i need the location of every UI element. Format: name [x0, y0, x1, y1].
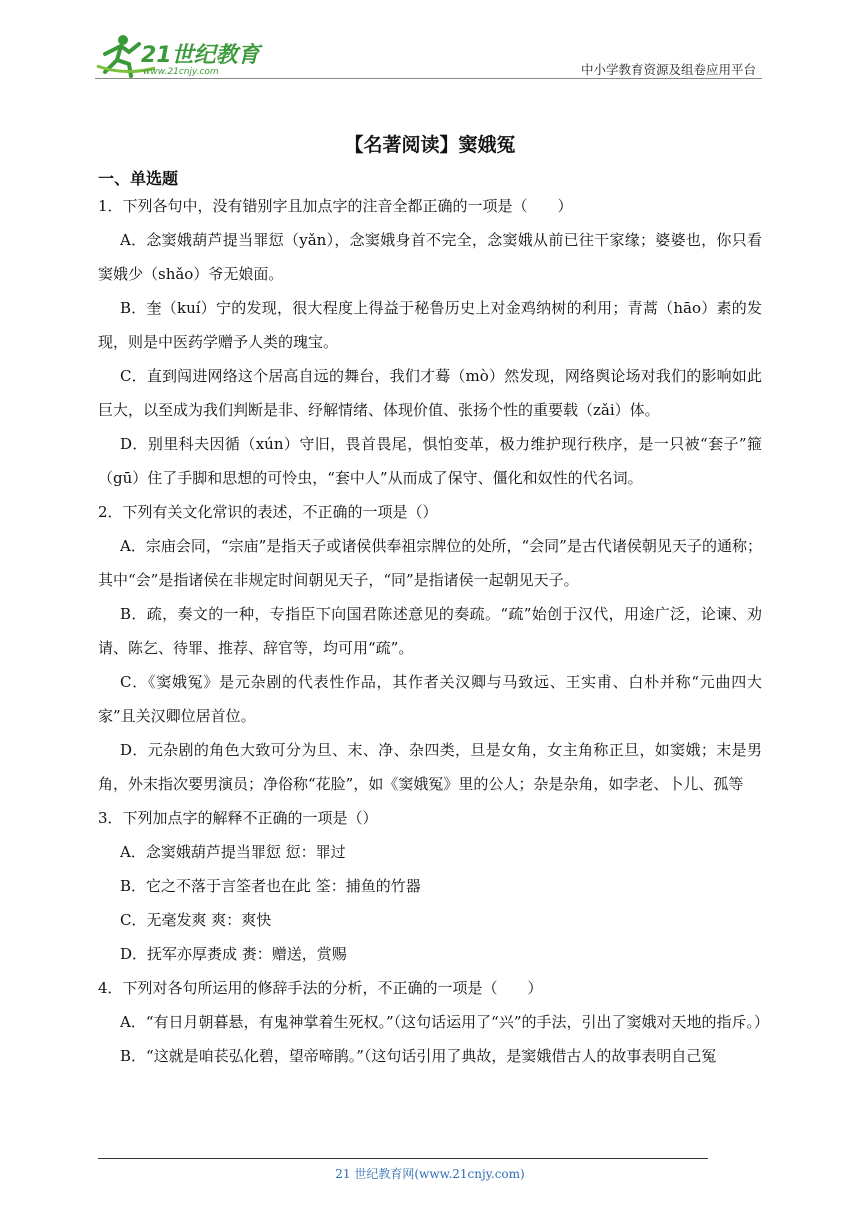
option-b: B．奎（kuí）宁的发现，很大程度上得益于秘鲁历史上对金鸡纳树的利用；青蒿（hāo）素的发现，则是中医药学赠予人类的瑰宝。 [98, 299, 762, 351]
option-d: D．别里科夫因循（xún）守旧，畏首畏尾，惧怕变革，极力维护现行秩序，是一只被“套子”箍（gū）住了手脚和思想的可怜虫，“套中人”从而成了保守、僵化和奴性的代名词。 [98, 435, 762, 487]
option-b: B．疏，奏文的一种，专指臣下向国君陈述意见的奏疏。“疏”始创于汉代，用途广泛，论谏、劝请、陈乞、待罪、推荐、辞官等，均可用“疏”。 [98, 605, 762, 657]
option-c: C．无毫发爽 爽：爽快 [120, 911, 272, 929]
option-d: D．元杂剧的角色大致可分为旦、末、净、杂四类，旦是女角，女主角称正旦，如窦娥；末是男角，外末指次要男演员；净俗称“花脸”，如《窦娥冤》里的公人；杂是杂角，如孛老、卜儿、孤等 [98, 741, 762, 793]
option-d: D．抚军亦厚赉成 赉：赠送，赏赐 [120, 945, 347, 963]
question-2 [98, 495, 762, 801]
logo-url: www.21cnjy.com [143, 67, 219, 77]
question-stem: 1．下列各句中，没有错别字且加点字的注音全都正确的一项是（ ） [98, 197, 573, 215]
option-a: A．“有日月朝暮悬，有鬼神掌着生死权。”（这句话运用了“兴”的手法，引出了窦娥对天地的指斥。） [120, 1013, 770, 1031]
section-heading: 一、单选题 [98, 169, 179, 188]
question-stem: 4．下列对各句所运用的修辞手法的分析，不正确的一项是（ ） [98, 979, 543, 997]
page-header [95, 32, 762, 80]
site-logo[interactable] [95, 32, 265, 78]
option-a: A．念窦娥葫芦提当罪愆 愆：罪过 [120, 843, 346, 861]
question-stem: 2．下列有关文化常识的表述，不正确的一项是（） [98, 503, 438, 521]
option-b: B．“这就是咱苌弘化碧，望帝啼鹃。”（这句话引用了典故，是窦娥借古人的故事表明自己冤 [120, 1047, 717, 1065]
footer-divider [98, 1158, 708, 1159]
platform-name: 中小学教育资源及组卷应用平台 [580, 62, 756, 77]
header-divider [95, 78, 762, 79]
runner-logo-icon [95, 32, 265, 78]
option-c: C．《窦娥冤》是元杂剧的代表性作品，其作者关汉卿与马致远、王实甫、白朴并称“元曲四大家”且关汉卿位居首位。 [98, 673, 762, 725]
option-a: A．宗庙会同，“宗庙”是指天子或诸侯供奉祖宗牌位的处所，“会同”是古代诸侯朝见天子的通称；其中“会”是指诸侯在非规定时间朝见天子，“同”是指诸侯一起朝见天子。 [98, 537, 762, 589]
option-b: B．它之不落于言筌者也在此 筌：捕鱼的竹器 [120, 877, 421, 895]
question-1 [98, 189, 762, 495]
question-4 [98, 971, 770, 1073]
logo-text: 21世纪教育 [141, 43, 260, 68]
option-a: A．念窦娥葫芦提当罪愆（yǎn），念窦娥身首不完全，念窦娥从前已往干家缘；婆婆也，你只看窦娥少（shǎo）爷无娘面。 [98, 231, 762, 283]
question-stem: 3．下列加点字的解释不正确的一项是（） [98, 809, 378, 827]
footer-link[interactable]: 21 世纪教育网(www.21cnjy.com) [335, 1167, 525, 1181]
question-list [98, 189, 770, 1073]
page-title: 【名著阅读】窦娥冤 [344, 134, 516, 156]
question-3 [98, 801, 762, 971]
option-c: C．直到闯进网络这个居高自远的舞台，我们才蓦（mò）然发现，网络舆论场对我们的影响如此巨大，以至成为我们判断是非、纾解情绪、体现价值、张扬个性的重要载（zǎi）体。 [98, 367, 762, 419]
